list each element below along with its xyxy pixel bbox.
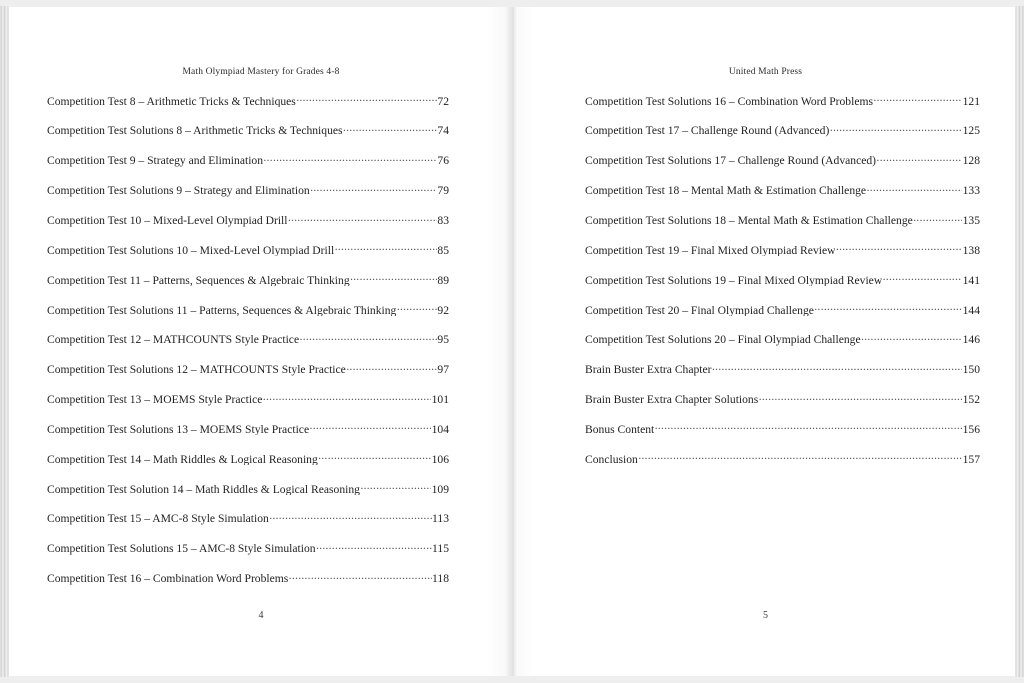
- toc-entry[interactable]: [47, 212, 449, 242]
- toc-entry[interactable]: [585, 183, 980, 213]
- toc-entry[interactable]: [47, 362, 449, 392]
- toc-entry-page-number: 115: [432, 542, 449, 556]
- toc-leader-dots: [360, 481, 431, 493]
- toc-entry[interactable]: [585, 451, 980, 481]
- toc-entry-page-number: 101: [431, 393, 449, 407]
- right-page-toc-list: [585, 93, 980, 481]
- toc-leader-dots: [913, 212, 962, 224]
- toc-entry-title: Competition Test 15 – AMC-8 Style Simulation: [47, 513, 269, 525]
- toc-leader-dots: [867, 183, 963, 195]
- toc-entry[interactable]: [47, 451, 449, 481]
- toc-leader-dots: [269, 511, 431, 523]
- toc-leader-dots: [397, 302, 437, 314]
- toc-entry-title: Competition Test Solutions 15 – AMC-8 Style Simulation: [47, 543, 316, 555]
- toc-leader-dots: [264, 153, 437, 165]
- toc-entry[interactable]: [585, 153, 980, 183]
- toc-entry-title: Competition Test 17 – Challenge Round (Advanced): [585, 125, 830, 138]
- right-page-running-head: United Math Press: [728, 67, 803, 77]
- toc-leader-dots: [316, 541, 431, 553]
- toc-entry[interactable]: [585, 272, 980, 302]
- toc-entry[interactable]: [585, 421, 980, 451]
- toc-entry-page-number: 89: [437, 273, 449, 287]
- toc-leader-dots: [310, 183, 437, 195]
- toc-entry-page-number: 146: [962, 333, 980, 347]
- toc-entry-title: Competition Test Solution 14 – Math Riddles & Logical Reasoning: [47, 483, 360, 496]
- toc-leader-dots: [289, 571, 432, 583]
- toc-entry-title: Competition Test Solutions 18 – Mental Math & Estimation Challenge: [585, 214, 913, 227]
- toc-leader-dots: [836, 242, 962, 254]
- toc-entry-title: Competition Test 16 – Combination Word Problems: [47, 573, 289, 585]
- toc-entry-title: Competition Test Solutions 10 – Mixed-Level Olympiad Drill: [47, 244, 335, 257]
- left-page-running-head: Math Olympiad Mastery for Grades 4-8: [182, 67, 340, 77]
- toc-leader-dots: [318, 451, 431, 463]
- toc-leader-dots: [655, 421, 962, 433]
- toc-entry[interactable]: [47, 242, 449, 272]
- toc-entry[interactable]: [47, 302, 449, 332]
- toc-entry-page-number: 135: [962, 213, 980, 227]
- toc-entry-title: Competition Test 20 – Final Olympiad Challenge: [585, 304, 814, 317]
- toc-entry-title: Competition Test Solutions 12 – MATHCOUNTS Style Practice: [47, 364, 346, 376]
- toc-entry[interactable]: [47, 93, 449, 123]
- toc-entry[interactable]: [585, 212, 980, 242]
- toc-leader-dots: [288, 212, 437, 224]
- toc-leader-dots: [263, 391, 431, 403]
- toc-leader-dots: [346, 362, 437, 374]
- toc-leader-dots: [877, 153, 963, 165]
- toc-entry[interactable]: [585, 123, 980, 153]
- toc-entry-title: Competition Test 19 – Final Mixed Olympiad Review: [585, 244, 836, 257]
- toc-leader-dots: [814, 302, 962, 314]
- toc-entry-page-number: 133: [962, 184, 980, 198]
- toc-entry-page-number: 92: [437, 303, 449, 317]
- toc-leader-dots: [310, 421, 432, 433]
- toc-entry-title: Competition Test Solutions 9 – Strategy and Elimination: [47, 185, 310, 197]
- toc-entry-page-number: 74: [437, 124, 449, 138]
- toc-entry-title: Competition Test 11 – Patterns, Sequences & Algebraic Thinking: [47, 274, 350, 287]
- toc-entry-title: Competition Test Solutions 20 – Final Olympiad Challenge: [585, 334, 861, 346]
- toc-entry-title: Competition Test Solutions 19 – Final Mixed Olympiad Review: [585, 274, 883, 287]
- toc-entry-page-number: 144: [962, 303, 980, 317]
- toc-entry[interactable]: [585, 93, 980, 123]
- toc-entry-title: Competition Test Solutions 11 – Patterns, Sequences & Algebraic Thinking: [47, 304, 397, 317]
- toc-entry-page-number: 156: [962, 422, 980, 436]
- toc-entry-page-number: 152: [962, 393, 980, 407]
- toc-entry-page-number: 72: [437, 94, 449, 108]
- toc-entry[interactable]: [585, 332, 980, 362]
- toc-leader-dots: [830, 123, 962, 135]
- toc-entry-page-number: 79: [437, 184, 449, 198]
- toc-leader-dots: [861, 332, 962, 344]
- toc-entry[interactable]: [585, 302, 980, 332]
- toc-entry[interactable]: [47, 571, 449, 601]
- toc-entry-page-number: 118: [432, 572, 449, 586]
- toc-entry[interactable]: [47, 153, 449, 183]
- toc-entry-title: Competition Test 9 – Strategy and Elimination: [47, 155, 264, 167]
- toc-entry-page-number: 76: [437, 154, 449, 168]
- toc-leader-dots: [335, 242, 437, 254]
- toc-leader-dots: [712, 362, 962, 374]
- toc-entry-page-number: 97: [437, 363, 449, 377]
- toc-entry[interactable]: [47, 183, 449, 213]
- toc-entry-title: Competition Test Solutions 17 – Challenge Round (Advanced): [585, 155, 877, 167]
- toc-entry-title: Competition Test 13 – MOEMS Style Practice: [47, 394, 263, 406]
- toc-leader-dots: [350, 272, 437, 284]
- toc-entry-title: Competition Test 14 – Math Riddles & Logical Reasoning: [47, 453, 318, 466]
- toc-entry-title: Bonus Content: [585, 423, 655, 436]
- toc-entry[interactable]: [47, 272, 449, 302]
- toc-entry-title: Brain Buster Extra Chapter Solutions: [585, 394, 759, 406]
- toc-entry-page-number: 85: [437, 243, 449, 257]
- left-page: [9, 7, 513, 676]
- toc-leader-dots: [296, 93, 437, 105]
- toc-entry-page-number: 95: [437, 333, 449, 347]
- left-page-toc-list: [47, 93, 449, 600]
- toc-entry-title: Competition Test Solutions 16 – Combination Word Problems: [585, 95, 874, 108]
- toc-entry[interactable]: [585, 242, 980, 272]
- toc-entry-title: Competition Test 10 – Mixed-Level Olympiad Drill: [47, 214, 288, 227]
- toc-entry-page-number: 138: [962, 243, 980, 257]
- toc-entry-page-number: 121: [962, 94, 980, 108]
- toc-leader-dots: [638, 451, 962, 463]
- toc-entry[interactable]: [47, 541, 449, 571]
- toc-entry-page-number: 83: [437, 213, 449, 227]
- toc-entry-title: Competition Test 12 – MATHCOUNTS Style Practice: [47, 334, 300, 346]
- toc-entry-page-number: 150: [962, 363, 980, 377]
- toc-leader-dots: [883, 272, 962, 284]
- left-page-folio: 4: [258, 610, 264, 621]
- toc-entry-title: Conclusion: [585, 453, 638, 466]
- toc-entry[interactable]: [585, 391, 980, 421]
- toc-entry-page-number: 109: [431, 482, 449, 496]
- toc-entry-page-number: 128: [962, 154, 980, 168]
- toc-entry-page-number: 106: [431, 452, 449, 466]
- toc-entry[interactable]: [47, 421, 449, 451]
- toc-leader-dots: [343, 123, 437, 135]
- right-page-folio: 5: [763, 610, 768, 621]
- toc-entry-page-number: 157: [962, 452, 980, 466]
- toc-entry[interactable]: [47, 481, 449, 511]
- right-page: [516, 7, 1015, 676]
- toc-leader-dots: [759, 391, 962, 403]
- toc-entry[interactable]: [47, 391, 449, 421]
- toc-entry-title: Competition Test Solutions 8 – Arithmetic Tricks & Techniques: [47, 125, 343, 138]
- toc-entry[interactable]: [47, 332, 449, 362]
- toc-entry[interactable]: [47, 123, 449, 153]
- right-page-stack-edge: [1014, 6, 1024, 677]
- toc-leader-dots: [874, 93, 963, 105]
- toc-entry-title: Competition Test 18 – Mental Math & Estimation Challenge: [585, 185, 867, 197]
- toc-entry[interactable]: [585, 362, 980, 392]
- toc-entry-page-number: 113: [432, 512, 449, 526]
- toc-leader-dots: [300, 332, 437, 344]
- toc-entry-title: Competition Test Solutions 13 – MOEMS Style Practice: [47, 423, 310, 436]
- toc-entry-page-number: 125: [962, 124, 980, 138]
- toc-entry-page-number: 104: [431, 422, 449, 436]
- toc-entry-title: Competition Test 8 – Arithmetic Tricks & Techniques: [47, 95, 296, 108]
- toc-entry[interactable]: [47, 511, 449, 541]
- toc-entry-title: Brain Buster Extra Chapter: [585, 364, 712, 376]
- toc-entry-page-number: 141: [962, 273, 980, 287]
